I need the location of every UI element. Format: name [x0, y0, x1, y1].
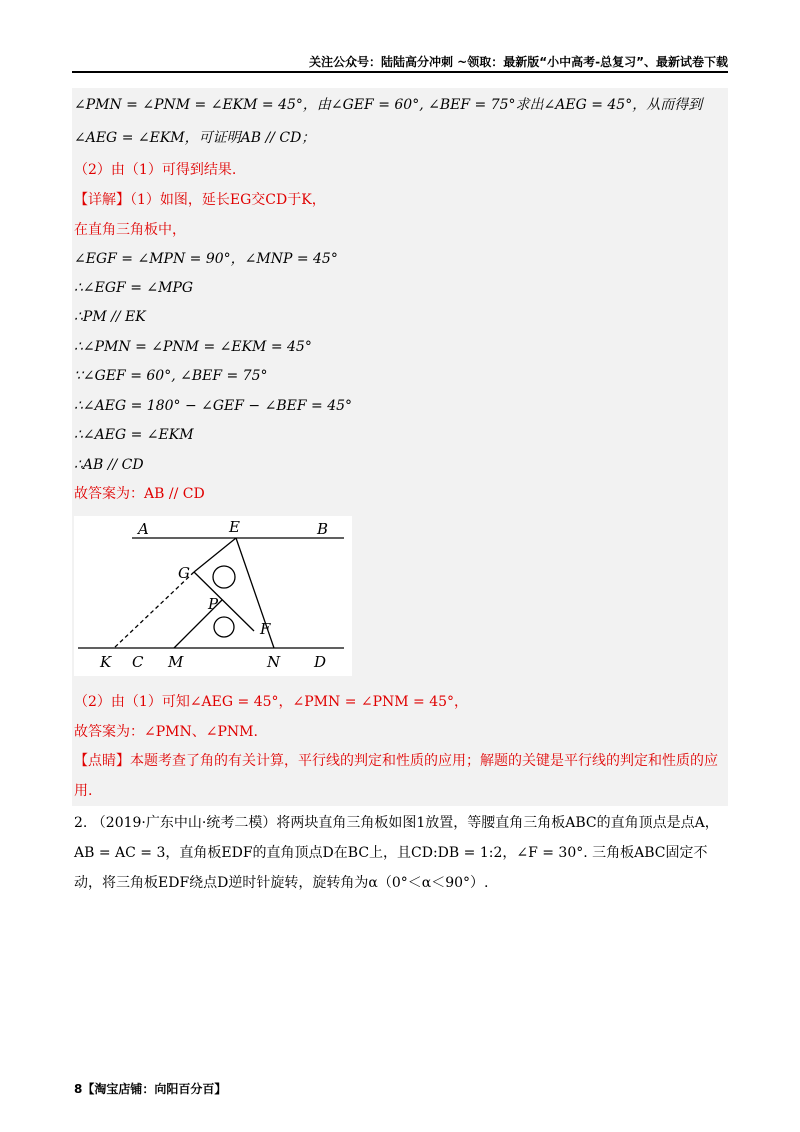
triangle-hole-1 — [213, 566, 235, 588]
analysis-line-2: ∠AEG = ∠EKM，可证明AB // CD； — [74, 130, 316, 146]
page-footer: 8【淘宝店铺：向阳百分百】 — [74, 1082, 227, 1096]
label-d: D — [314, 653, 327, 671]
triangle-hole-2 — [214, 617, 234, 637]
solution-line: ∴AB // CD — [74, 457, 144, 473]
label-c: C — [132, 653, 144, 671]
answer-line-1: 故答案为：AB // CD — [74, 486, 205, 502]
header-rule — [72, 71, 728, 73]
problem-2-text: 2. （2019·广东中山·统考二模）将两块直角三角板如图1放置，等腰直角三角板ABC的直角顶点是点A，AB = AC = 3，直角板EDF的直角顶点D在BC上，且CD:DB = 1:2，∠F = 30°. 三角板ABC固定不动，将三角板EDF绕点D逆时针旋转，旋转角为α（0°＜α＜90°）. — [74, 815, 719, 891]
label-p: P — [208, 595, 219, 613]
label-e: E — [229, 518, 240, 536]
comment-note: 【点睛】本题考查了角的有关计算，平行线的判定和性质的应用；解题的关键是平行线的判定和性质的应用. — [74, 753, 718, 799]
part2-line: （2）由（1）可知∠AEG = 45°，∠PMN = ∠PNM = 45°， — [74, 694, 469, 710]
label-a: A — [138, 520, 149, 538]
label-n: N — [267, 653, 281, 671]
geometry-figure — [74, 516, 352, 676]
solution-line: ∴∠PMN = ∠PNM = ∠EKM = 45° — [74, 339, 312, 355]
solution-line: ∴∠AEG = 180° − ∠GEF − ∠BEF = 45° — [74, 398, 353, 414]
answer-line-2: 故答案为：∠PMN、∠PNM. — [74, 724, 258, 740]
label-g: G — [178, 564, 190, 582]
label-f: F — [260, 620, 271, 638]
solution-line: 在直角三角板中， — [74, 222, 186, 238]
label-m: M — [168, 653, 184, 671]
detail-heading: 【详解】（1）如图，延长EG交CD于K， — [74, 192, 326, 208]
solution-line: ∵∠GEF = 60°, ∠BEF = 75° — [74, 368, 268, 384]
solution-line: ∴∠EGF = ∠MPG — [74, 280, 194, 296]
segment-gf — [194, 572, 254, 631]
label-k: K — [100, 653, 112, 671]
solution-line: ∠EGF = ∠MPN = 90°，∠MNP = 45° — [74, 251, 338, 267]
label-b: B — [317, 520, 329, 538]
analysis-line-1: ∠PMN = ∠PNM = ∠EKM = 45°，由∠GEF = 60°, ∠BEF = 75°求出∠AEG = 45°，从而得到 — [74, 97, 703, 113]
analysis-line-3: （2）由（1）可得到结果. — [74, 162, 237, 178]
solution-line: ∴PM // EK — [74, 309, 146, 325]
page-header: 关注公众号：陆陆高分冲刺 ~领取：最新版“小中高考-总复习”、最新试卷下载 — [309, 55, 728, 69]
segment-gk-dashed — [114, 572, 194, 648]
solution-line: ∴∠AEG = ∠EKM — [74, 427, 194, 443]
